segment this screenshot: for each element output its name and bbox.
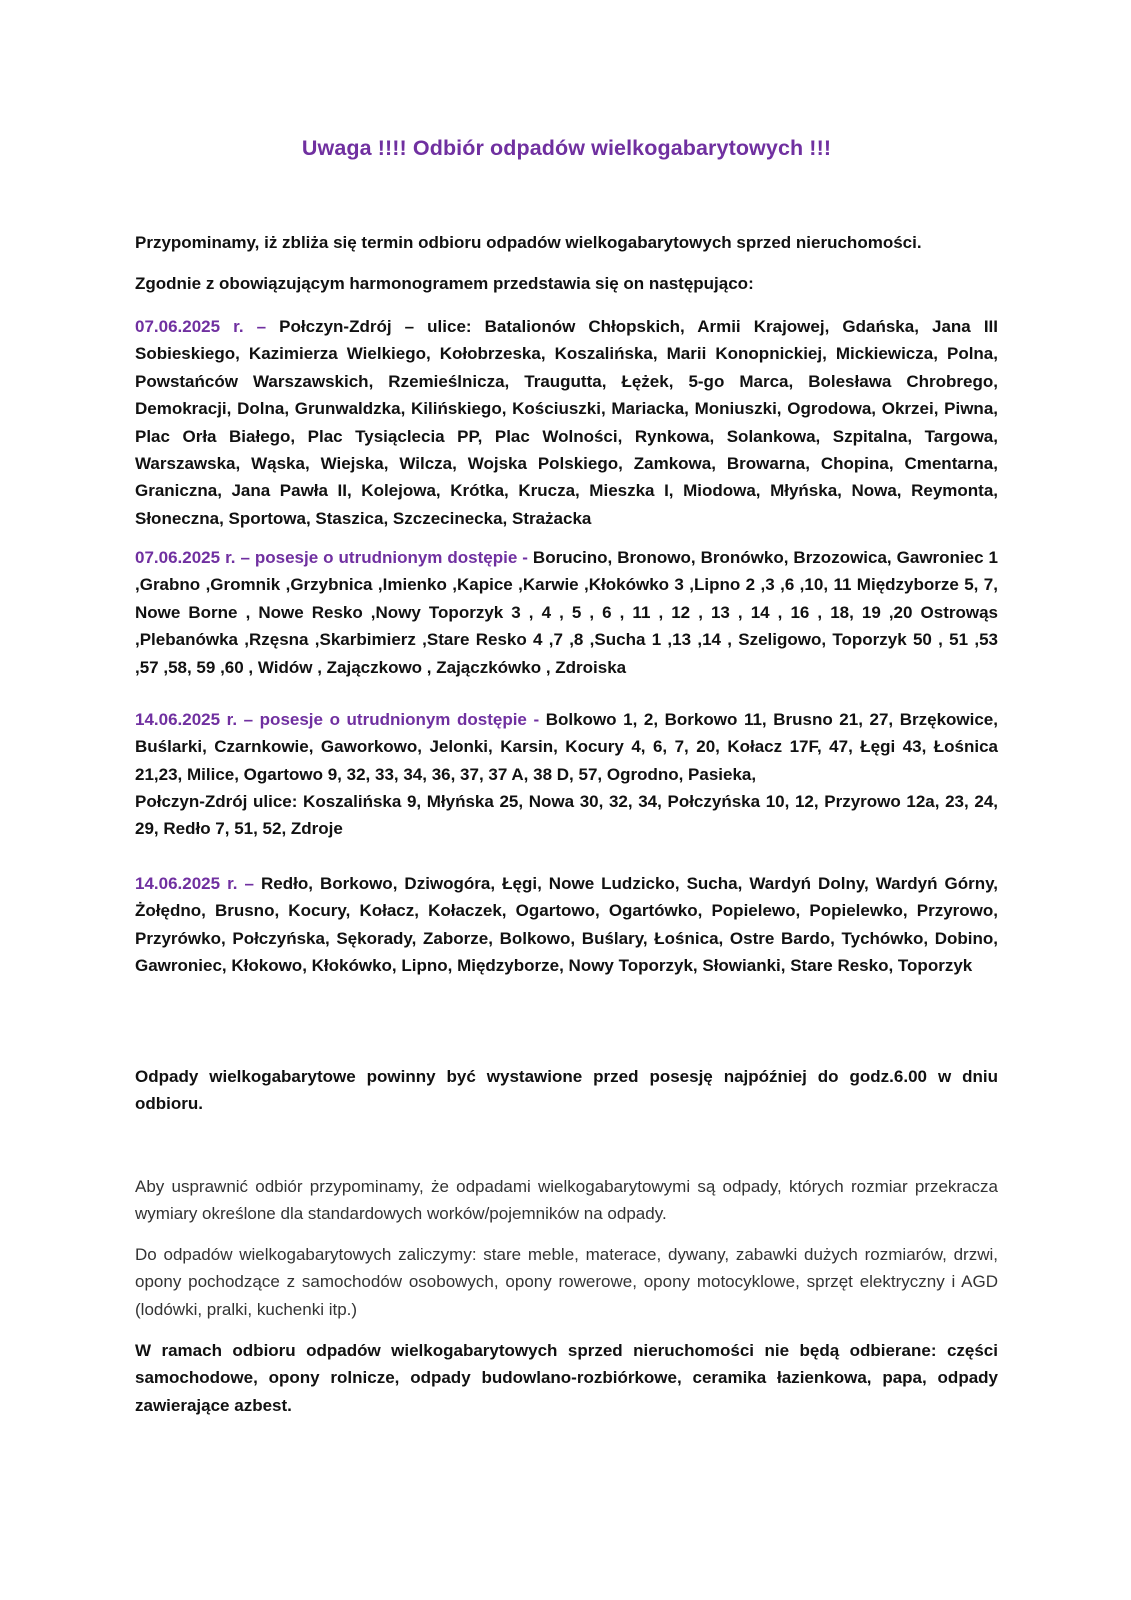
schedule-streets: Bolkowo 1, 2, Borkowo 11, Brusno 21, 27, Brzękowice, Buślarki, Czarnkowie, Gaworkowo, Jelonki, Karsin, Kocury 4, 6, 7, 20, Kołacz 17F, 47, Łęgi 43, Łośnica 21,23, Milice, Ogartowo 9, 32, 33, 34, 36, 37, 37 A, 38 D, 57, Ogrodno, Pasieka, (135, 710, 998, 784)
schedule-streets: Borucino, Bronowo, Bronówko, Brzozowica, Gawroniec 1 ,Grabno ,Gromnik ,Grzybnica ,Imienko ,Kapice ,Karwie ,Kłokówko 3 ,Lipno 2 ,3 ,6 ,10, 11 Międzyborze 5, 7, Nowe Borne , Nowe Resko ,Nowy Toporzyk 3 , 4 , 5 , 6 , 11 , 12 , 13 , 14 , 16 , 18, 19 ,20 Ostrowąs ,Plebanówka ,Rzęsna ,Skarbimierz ,Stare Resko 4 ,7 ,8 ,Sucha 1 ,13 ,14 , Szeligowo, Toporzyk 50 , 51 ,53 ,57 ,58, 59 ,60 , Widów , Zajączkowo , Zajączkówko , Zdroiska (135, 548, 998, 677)
schedule-date: 14.06.2025 r. – posesje o utrudnionym dostępie - (135, 710, 540, 729)
info-definition: Aby usprawnić odbiór przypominamy, że odpadami wielkogabarytowymi są odpady, których rozmiar przekracza wymiary określone dla standardowych worków/pojemników na odpady. (135, 1177, 998, 1224)
intro-reminder: Przypominamy, iż zbliża się termin odbioru odpadów wielkogabarytowych sprzed nieruchomości. (135, 233, 922, 252)
intro-schedule: Zgodnie z obowiązującym harmonogramem przedstawia się on następująco: (135, 274, 754, 293)
deadline-note: Odpady wielkogabarytowe powinny być wystawione przed posesję najpóźniej do godz.6.00 w dniu odbioru. (135, 1067, 998, 1114)
schedule-date: 07.06.2025 r. – posesje o utrudnionym dostępie - (135, 548, 528, 567)
schedule-entry (135, 544, 998, 681)
exclusions-note: W ramach odbioru odpadów wielkogabarytowych sprzed nieruchomości nie będą odbierane: części samochodowe, opony rolnicze, odpady budowlano-rozbiórkowe, ceramika łazienkowa, papa, odpady zawierające azbest. (135, 1341, 998, 1415)
schedule-entry (135, 788, 998, 843)
schedule-entry (135, 706, 998, 788)
schedule-streets: Redło, Borkowo, Dziwogóra, Łęgi, Nowe Ludzicko, Sucha, Wardyń Dolny, Wardyń Górny, Żołędno, Brusno, Kocury, Kołacz, Kołaczek, Ogartowo, Ogartówko, Popielewo, Popielewko, Przyrowo, Przyrówko, Połczyńska, Sękorady, Zaborze, Bolkowo, Buślary, Łośnica, Ostre Bardo, Tychówko, Dobino, Gawroniec, Kłokowo, Kłokówko, Lipno, Międzyborze, Nowy Toporzyk, Słowianki, Stare Resko, Toporzyk (135, 874, 999, 976)
schedule-date: 14.06.2025 r. – (135, 874, 254, 893)
schedule-streets: Połczyn-Zdrój ulice: Koszalińska 9, Młyńska 25, Nowa 30, 32, 34, Połczyńska 10, 12, Przyrowo 12a, 23, 24, 29, Redło 7, 51, 52, Zdroje (135, 792, 998, 839)
schedule-date: 07.06.2025 r. – (135, 317, 267, 336)
page-title: Uwaga !!!! Odbiór odpadów wielkogabarytowych !!! (301, 136, 832, 160)
schedule-streets: Połczyn-Zdrój – ulice: Batalionów Chłopskich, Armii Krajowej, Gdańska, Jana III Sobieskiego, Kazimierza Wielkiego, Kołobrzeska, Koszalińska, Marii Konopnickiej, Mickiewicza, Polna, Powstańców Warszawskich, Rzemieślnicza, Traugutta, Łężek, 5-go Marca, Bolesława Chrobrego, Demokracji, Dolna, Grunwaldzka, Kilińskiego, Kościuszki, Mariacka, Moniuszki, Ogrodowa, Okrzei, Piwna, Plac Orła Białego, Plac Tysiąclecia PP, Plac Wolności, Rynkowa, Solankowa, Szpitalna, Targowa, Warszawska, Wąska, Wiejska, Wilcza, Wojska Polskiego, Zamkowa, Browarna, Chopina, Cmentarna, Graniczna, Jana Pawła II, Kolejowa, Krótka, Krucza, Mieszka I, Miodowa, Młyńska, Nowa, Reymonta, Słoneczna, Sportowa, Staszica, Szczecinecka, Strażacka (135, 317, 998, 528)
document-page (135, 0, 998, 1600)
schedule-entry (135, 313, 998, 532)
info-examples: Do odpadów wielkogabarytowych zaliczymy: stare meble, materace, dywany, zabawki dużych rozmiarów, drzwi, opony pochodzące z samochodów osobowych, opony rowerowe, opony motocyklowe, sprzęt elektryczny i AGD (lodówki, pralki, kuchenki itp.) (135, 1245, 998, 1319)
schedule-entry (135, 870, 998, 980)
